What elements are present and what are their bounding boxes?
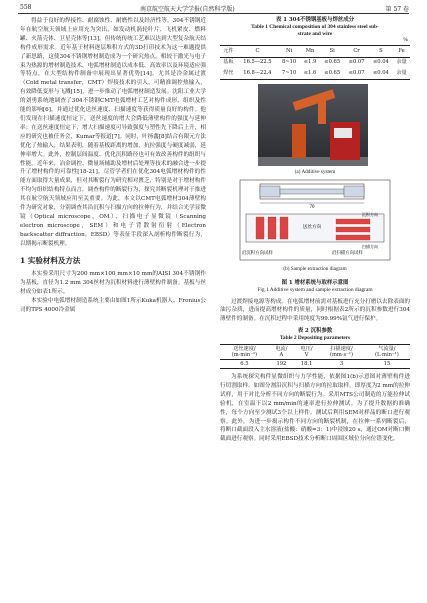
table-cell: 基板: [223, 59, 234, 66]
table-2-header: 扫描速度/ (mm·s⁻¹): [319, 345, 364, 360]
wire-direction-label: 送丝方向: [302, 224, 322, 230]
table-1-caption-cn: 表 1 304不锈钢基板与焊丝成分: [275, 17, 355, 23]
page-header: [0, 0, 427, 14]
table-cell: 3: [319, 360, 364, 369]
table-2-header-row: [220, 345, 410, 360]
table-cell: ≤1.9: [303, 59, 317, 66]
table-cell: 余量: [396, 59, 407, 66]
table-row: [220, 360, 410, 369]
table-cell: ≤0.07: [348, 59, 365, 66]
section-1-title: 1 实验材料及方法: [20, 255, 81, 265]
scan-sample-label: 沿扫描方向试样: [332, 250, 363, 256]
figure-1b-label: (b) Sample extraction diagram: [283, 265, 347, 272]
table-cell: 焊丝: [220, 68, 237, 79]
additive-system-photo: [258, 84, 368, 166]
table-cell: 7~10: [278, 68, 300, 79]
process-paragraph: 过渡焊接电源等构成。在电弧增材前需对基板进行充分打磨以去除表面的油污杂质，进而提高增材构件的质量，同时根据表2所示的沉积参数进行304薄壁件的制备。在沉积过程中采用纯度为99.99%氩气进行保护。: [220, 298, 411, 323]
intro-paragraph: 得益于良好的焊接性、耐腐蚀性、耐磨性以及经济性等，304不锈钢近年在航空航天领域上应用充为突出，如发动机涡轮叶片、飞机紧皮、燃料罐、火箭壳体、卫星壳体等[13]。但传统传统工艺难以达到大型复杂航天结构件成形需求。近年基于材料逐层堆积方式的3D打印技术为这一难题提供了新思路，这使304不锈钢增材制造成为一个研究热点。相较于激光与电子束为热源的增材制造技术，电弧增材制造以成本低、高效率以及环境适应强等特点，在大型结构件制备中展现出显著优势[14]。尤其是冷金属过渡（Cold metal transfer，CMT）焊接技术的引入，可精准调控热输入，有效降低变形与飞溅[15]，进一步推动了电弧增材制造发展。沈阳工业大学的刘勇系统地调查了304不锈钢CMT电弧增材工艺对构件成形、组织及性能的影响[6]，并通过优化送丝速度、扫描速度等获得质量良好的构件。他们发现在扫描速度恒定下，送丝速度的增大会降低薄壁构件的强度与延伸率；在送丝速度恒定下，增大扫描速度可导致强度与塑性先下降后上升，相应的研究也被任务会，Kumar等报道[7]。同时，叶扬鑫[8]结合有限元方法优化了热输入，结果表明，随着基板距离的增加，抗拉强度与硬度减弱，延伸率增大。此外，控制层间温度、优化沉积路径也可有效改善构件的组织与性能。近年来，冶金调控、微量场辅助及增材后处理等技术的融合进一步提升了增材构件的可靠性[18-21]。尽管学者们在优化304电弧增材构件的性能方面取得大量成果，但对其断裂行为研究相对匮乏，特别是对于增材构件不均匀组织结构特点而言，调查构件的断裂行为，探究其断裂机理对于推进其在航空航天领域应用至关重要。为此，本文以CMT电弧增材304薄壁构件为研究对象，分别调查其沿沉积与扫描方向的拉伸行为，并结合光学显微镜（Optical microscope，OM）、扫描电子显微镜（Scanning electron microscope，SEM）和电子背散射衍射（Electron backscatter diffraction，EBSD）等表征手段深入剖析构件断裂行为，以期揭示断裂机理。: [20, 18, 206, 247]
right-column: [220, 17, 410, 444]
table-1: [220, 45, 410, 80]
table-cell: 15: [364, 360, 410, 369]
section-1-paragraph-1: 本实验采用尺寸为200 mm×100 mm×10 mm的AISI 304不锈钢作为基板，直径为1.2 mm 304丝材为沉积材料进行薄壁构件制备。基板与丝材成分如表1所示。: [20, 271, 206, 296]
table-cell: ≤0.65: [320, 68, 344, 79]
dim-label: 70: [309, 204, 315, 210]
figure-1-caption-en: Fig.1 Additive system and sample extraction diagram: [257, 286, 373, 293]
table-cell: ≤0.07: [344, 68, 368, 79]
header-rule: [18, 13, 409, 14]
figure-1a-label: (a) Additive system: [294, 168, 336, 175]
section-1-paragraph-2: 本实验中电弧增材制造系统主要由如图1所示Kuka机器人、Fronius公司的TPS 4000冷金属: [20, 298, 206, 314]
table-1-header: Ni: [278, 46, 300, 58]
table-cell: 6.5: [220, 360, 269, 369]
table-cell: ≤0.65: [324, 59, 341, 66]
table-1-unit: %: [403, 37, 408, 43]
table-2: [220, 344, 410, 369]
table-cell: 8~10: [281, 59, 297, 66]
sample-extraction-diagram: [238, 176, 392, 264]
table-2-header: 气流量/ (L·min⁻¹): [364, 345, 410, 360]
table-1-header: Cr: [344, 46, 368, 58]
table-1-header: 元件: [220, 46, 237, 58]
table-1-header: C: [237, 46, 278, 58]
deposit-sample-label: 沿沉积方向试样: [242, 250, 273, 256]
table-1-header-row: [220, 46, 410, 58]
table-cell: ≤0.04: [369, 68, 393, 79]
table-1-caption-en-1: Table 1 Chemical composition of 304 stainless steel sub-: [251, 24, 379, 30]
table-cell: 16.5—22.5: [243, 59, 272, 66]
table-row: [220, 68, 410, 79]
left-column: [20, 17, 206, 315]
table-cell: 余量: [393, 68, 410, 79]
table-2-header: 送丝速度/ (m·min⁻¹): [220, 345, 269, 360]
table-1-caption-en-2: strate and wire: [297, 31, 333, 37]
table-row: [220, 57, 410, 68]
journal-name: 南京航空航天大学学报(自然科学版): [140, 6, 235, 13]
methods-paragraph: 为系统探究构件显微组织与力学性能，依据图1(b)示意图对薄壁构件进行切割取样。如图分割沿沉积与扫描方向的拉取取样，即厚度为2 mm的拉伸试样，用于对比分析不同方向的断裂行为。采用MTS公司制造的万能拉伸试验机，在室温下以2 mm/min的速率进行拉伸测试。为了提升数据的准确性，每个方向至少测试3个以上样件。测试后利用SEM对样品的断口进行观察。此外，为进一步揭示构件不同方向的断裂机制，在拉伸一系列断裂后，将断口截面段入主水溶液(盐酸：硝酸=3：1)中浸蚀20 s，通过OM对断口侧截面进行观察。同时采用EBSD技术分析断口周围区域位分向位错变化。: [220, 374, 410, 443]
table-2-caption-en: Table 2 Depositing parameters: [279, 335, 351, 342]
table-1-header: Mn: [300, 46, 320, 58]
table-2-header: 电压/ V: [294, 345, 319, 360]
side-label-2: 扫描方向: [362, 243, 378, 249]
page-number: 558: [20, 4, 32, 11]
volume-label: 第 57 卷: [385, 6, 409, 13]
figure-1-caption-cn: 图 1 增材系统与取样示意图: [281, 279, 349, 286]
table-cell: 16.8—22.4: [237, 68, 278, 79]
table-1-header: Fe: [393, 46, 410, 58]
table-2-caption-cn: 表 2 沉积参数: [297, 328, 333, 335]
table-cell: ≤1.6: [300, 68, 320, 79]
table-1-header: Si: [320, 46, 344, 58]
figure-1: [220, 84, 410, 280]
table-2-header: 电流/ A: [269, 345, 294, 360]
table-cell: ≤0.04: [372, 59, 389, 66]
side-label-1: 沉积方向: [362, 211, 378, 217]
table-1-header: S: [369, 46, 393, 58]
table-cell: 18.1: [294, 360, 319, 369]
table-cell: 192: [269, 360, 294, 369]
